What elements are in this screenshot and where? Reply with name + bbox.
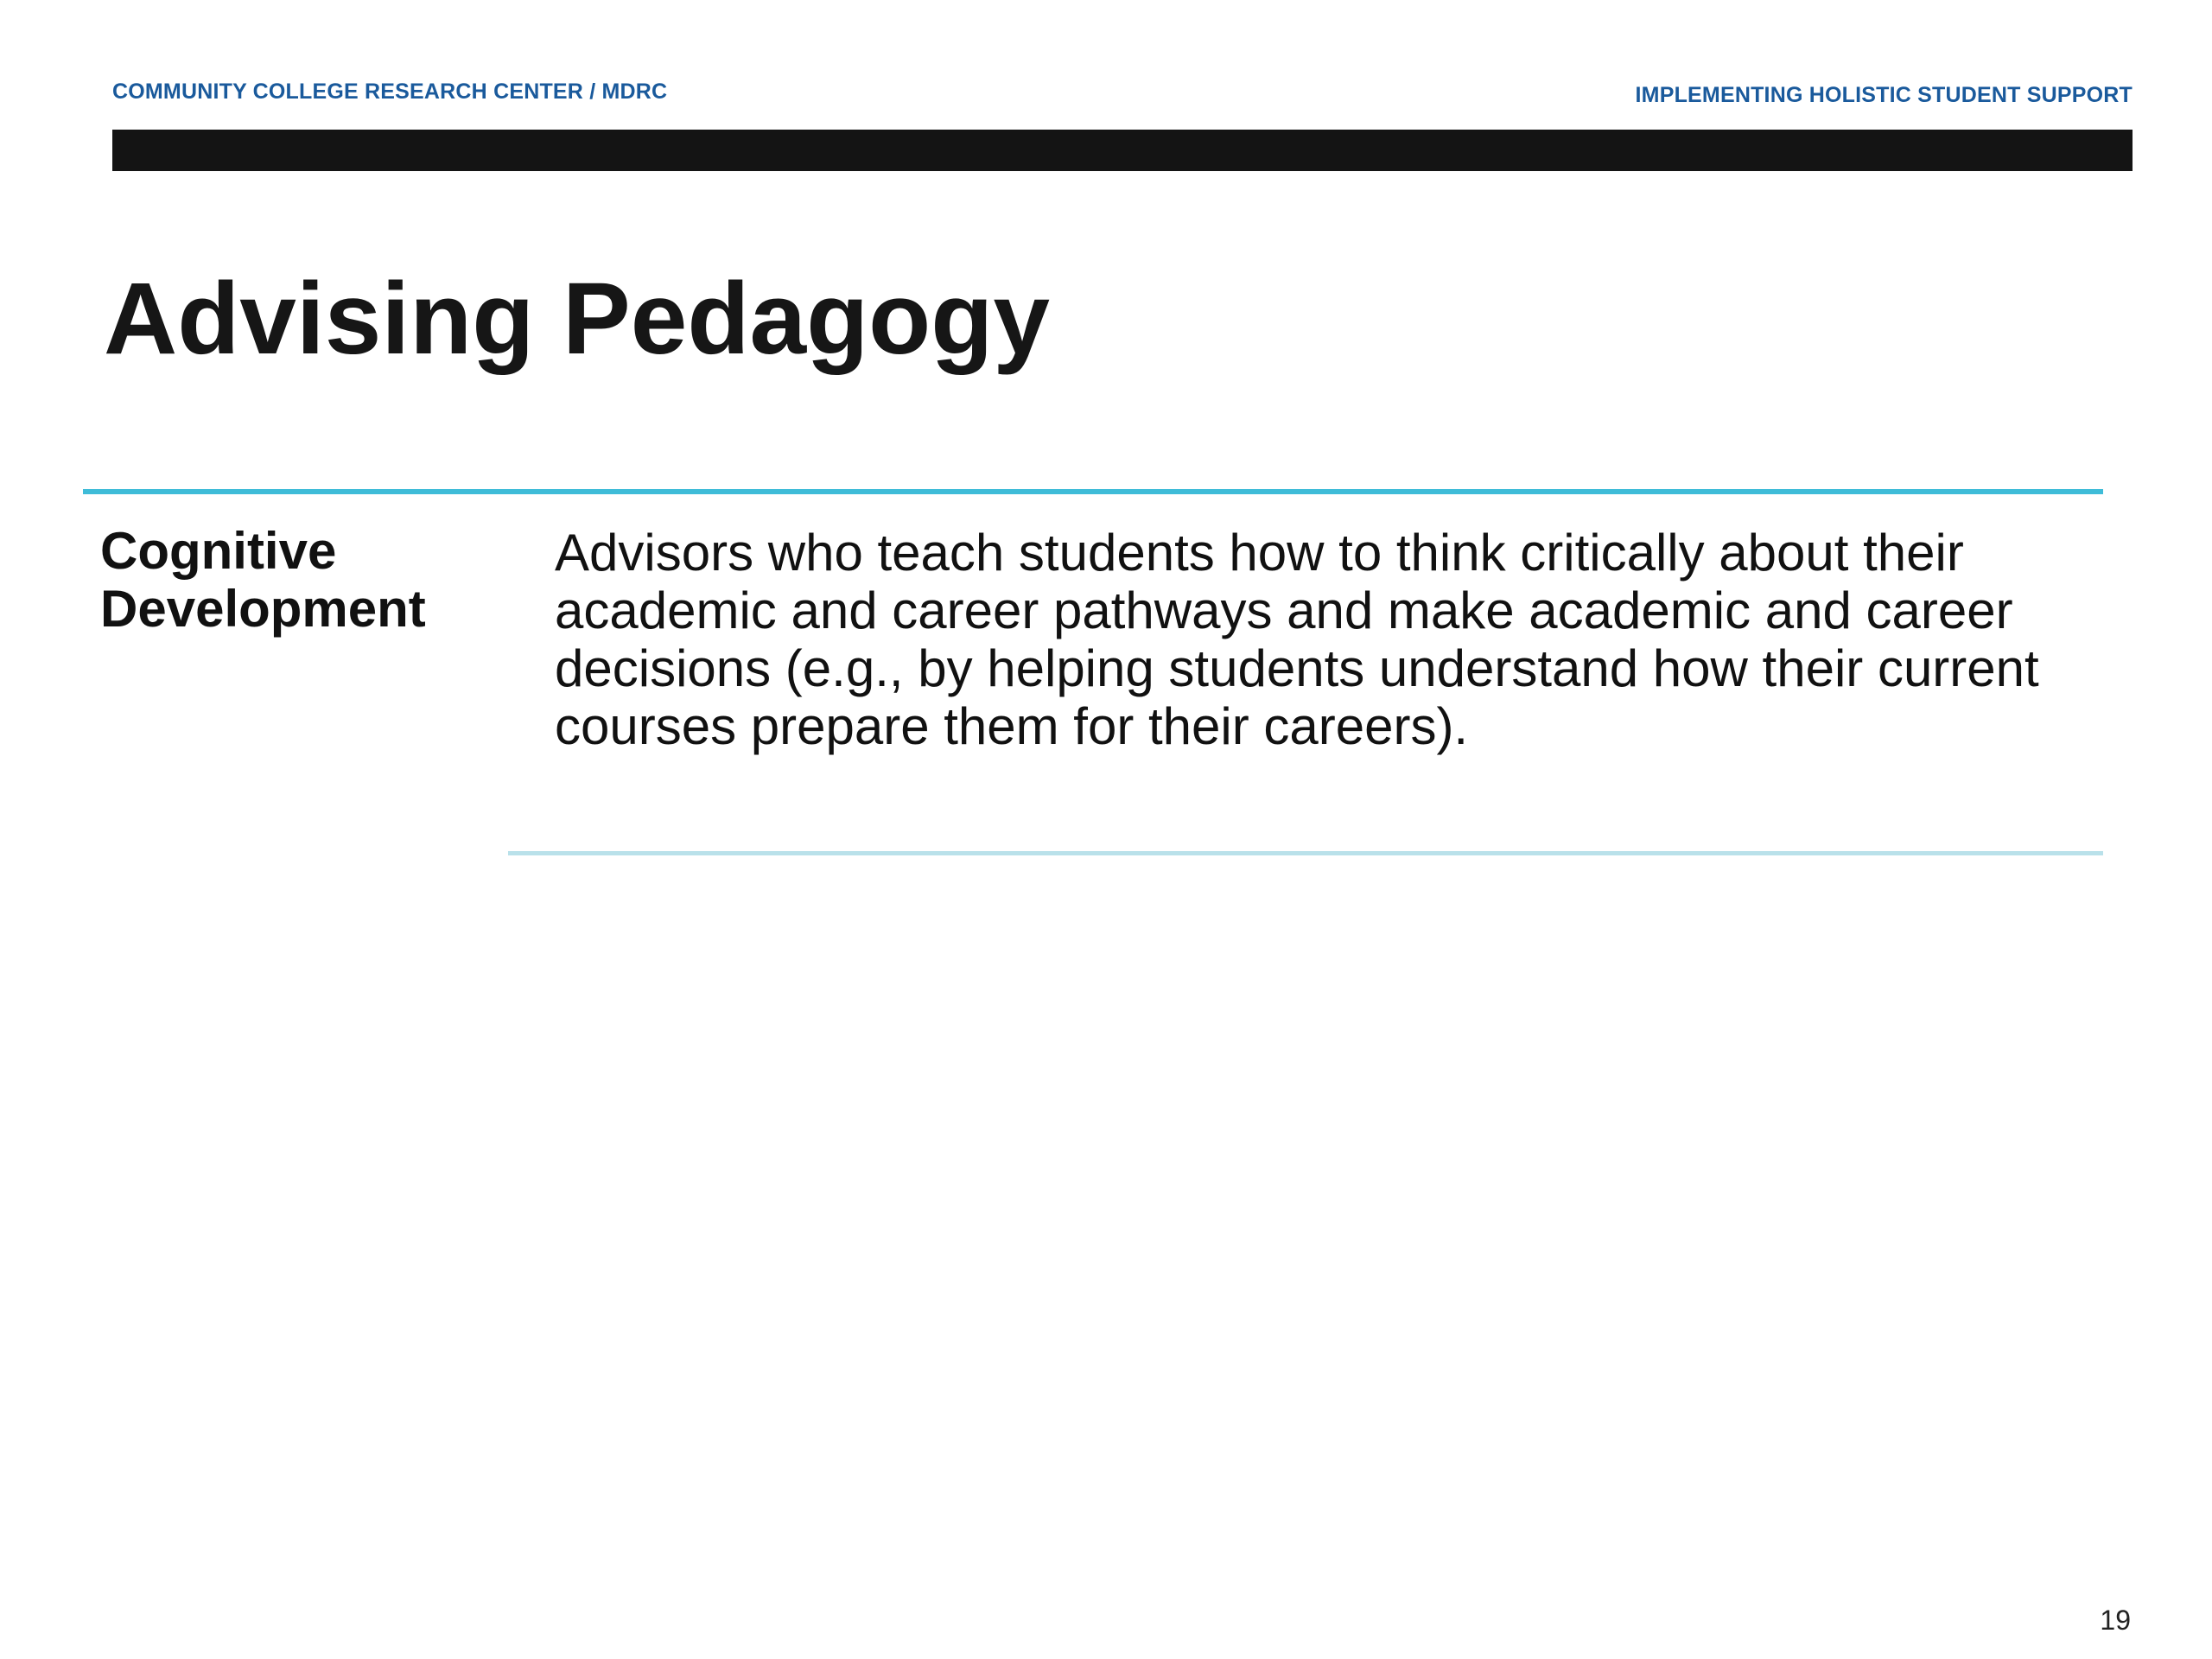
page-number: 19 [2100, 1605, 2131, 1636]
term-definition: Advisors who teach students how to think critically about their academic and career pathways and make academic and career decisions (e.g., by helping students understand how their current courses prepare them for their careers). [555, 524, 2039, 755]
header-left-label: COMMUNITY COLLEGE RESEARCH CENTER / MDRC [112, 79, 668, 104]
slide-title: Advising Pedagogy [104, 262, 1050, 376]
term-label: Cognitive Development [100, 522, 426, 638]
header-bar [112, 130, 2133, 171]
header-right-label: IMPLEMENTING HOLISTIC STUDENT SUPPORT [1635, 83, 2133, 107]
top-divider [83, 489, 2103, 494]
bottom-divider [508, 851, 2103, 855]
